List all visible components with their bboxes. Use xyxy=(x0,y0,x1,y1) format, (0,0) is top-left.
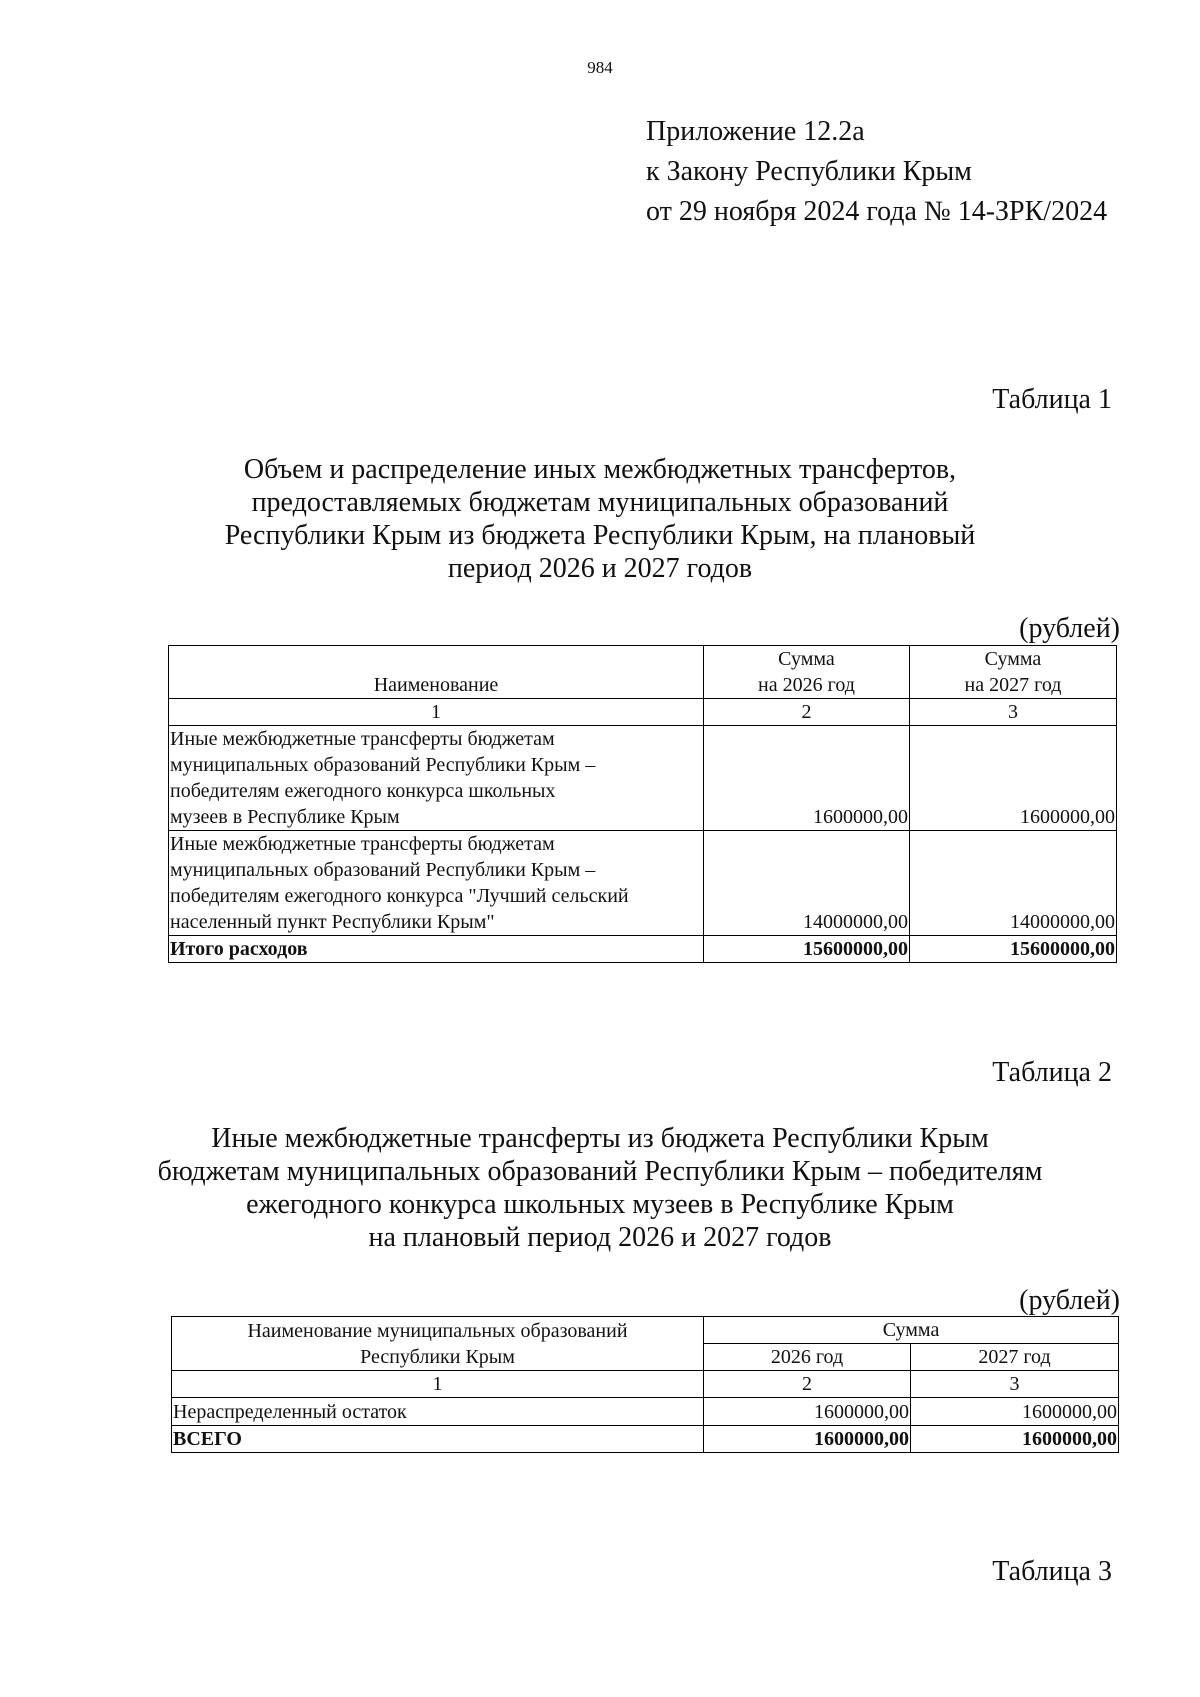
col-number: 3 xyxy=(910,699,1117,726)
row-value-2026: 1600000,00 xyxy=(704,726,910,831)
appendix-line-2: к Закону Республики Крым xyxy=(646,156,972,187)
row-value-2027: 1600000,00 xyxy=(911,1398,1119,1426)
col-number: 2 xyxy=(704,1371,911,1398)
table-row xyxy=(169,726,1117,831)
row-value-2026: 1600000,00 xyxy=(704,1398,911,1426)
header-text: Сумма xyxy=(984,648,1042,670)
table1-label: Таблица 1 xyxy=(992,384,1112,415)
table-row xyxy=(172,1398,1119,1426)
table2 xyxy=(171,1316,1119,1453)
table2-title-line: бюджетам муниципальных образований Республики Крым – победителям xyxy=(157,1156,1043,1187)
table3-label: Таблица 3 xyxy=(992,1556,1112,1587)
appendix-line-1: Приложение 12.2а xyxy=(646,116,865,147)
table1-title-line: предоставляемых бюджетам муниципальных образований xyxy=(251,487,949,518)
row-name-line: населенный пункт Республики Крым" xyxy=(170,911,495,933)
row-value-2027: 14000000,00 xyxy=(910,831,1117,936)
row-name-line: Иные межбюджетные трансферты бюджетам xyxy=(170,728,555,750)
row-name xyxy=(169,726,704,831)
table2-label: Таблица 2 xyxy=(992,1057,1112,1088)
table2-colnum-row xyxy=(172,1371,1119,1398)
row-name-line: Иные межбюджетные трансферты бюджетам xyxy=(170,833,555,855)
header-text: Наименование муниципальных образований xyxy=(247,1320,628,1342)
table1-header-name: Наименование xyxy=(169,646,704,699)
table2-header-row xyxy=(172,1317,1119,1344)
page-number: 984 xyxy=(587,58,613,77)
table1-header-sum-2027 xyxy=(910,646,1117,699)
table2-title-line: ежегодного конкурса школьных музеев в Республике Крым xyxy=(246,1189,954,1220)
row-value-2027: 1600000,00 xyxy=(910,726,1117,831)
appendix-line-3: от 29 ноября 2024 года № 14-ЗРК/2024 xyxy=(646,196,1108,227)
table1-title-line: период 2026 и 2027 годов xyxy=(447,553,753,584)
table1-header-row xyxy=(169,646,1117,699)
col-number: 1 xyxy=(169,699,704,726)
row-name xyxy=(169,831,704,936)
table2-title-line: Иные межбюджетные трансферты из бюджета Республики Крым xyxy=(211,1123,989,1154)
total-value-2027: 1600000,00 xyxy=(911,1426,1119,1453)
table1-total-row xyxy=(169,936,1117,963)
table2-header-2026: 2026 год xyxy=(704,1344,911,1371)
row-name-line: победителям ежегодного конкурса "Лучший сельский xyxy=(170,885,629,907)
table2-header-sum: Сумма xyxy=(704,1317,1119,1344)
table1-colnum-row xyxy=(169,699,1117,726)
row-name-line: музеев в Республике Крым xyxy=(170,806,400,828)
col-number: 3 xyxy=(911,1371,1119,1398)
table1-title xyxy=(150,453,1050,585)
appendix-header xyxy=(646,112,1107,232)
table-row xyxy=(169,831,1117,936)
total-value-2026: 1600000,00 xyxy=(704,1426,911,1453)
total-label: Итого расходов xyxy=(169,936,704,963)
row-name-line: победителям ежегодного конкурса школьных xyxy=(170,780,556,802)
total-value-2027: 15600000,00 xyxy=(910,936,1117,963)
table2-total-row xyxy=(172,1426,1119,1453)
col-number: 1 xyxy=(172,1371,704,1398)
table2-title-line: на плановый период 2026 и 2027 годов xyxy=(368,1222,832,1253)
header-text: Сумма xyxy=(778,648,835,670)
col-number: 2 xyxy=(704,699,910,726)
row-name: Нераспределенный остаток xyxy=(172,1398,704,1426)
header-text: на 2026 год xyxy=(758,674,855,696)
table2-title xyxy=(100,1122,1100,1254)
table1-title-line: Республики Крым из бюджета Республики Крым, на плановый xyxy=(224,520,976,551)
header-text: на 2027 год xyxy=(964,674,1062,696)
table2-header-name xyxy=(172,1317,704,1371)
row-value-2026: 14000000,00 xyxy=(704,831,910,936)
table2-header-2027: 2027 год xyxy=(911,1344,1119,1371)
table2-unit: (рублей) xyxy=(1019,1285,1120,1316)
total-label: ВСЕГО xyxy=(172,1426,704,1453)
row-name-line: муниципальных образований Республики Крым – xyxy=(170,754,596,776)
table1-unit: (рублей) xyxy=(1019,613,1120,644)
total-value-2026: 15600000,00 xyxy=(704,936,910,963)
table1 xyxy=(168,645,1117,963)
table1-title-line: Объем и распределение иных межбюджетных трансфертов, xyxy=(243,454,957,485)
row-name-line: муниципальных образований Республики Крым – xyxy=(170,859,596,881)
header-text: Республики Крым xyxy=(360,1346,515,1368)
table1-header-sum-2026 xyxy=(704,646,910,699)
